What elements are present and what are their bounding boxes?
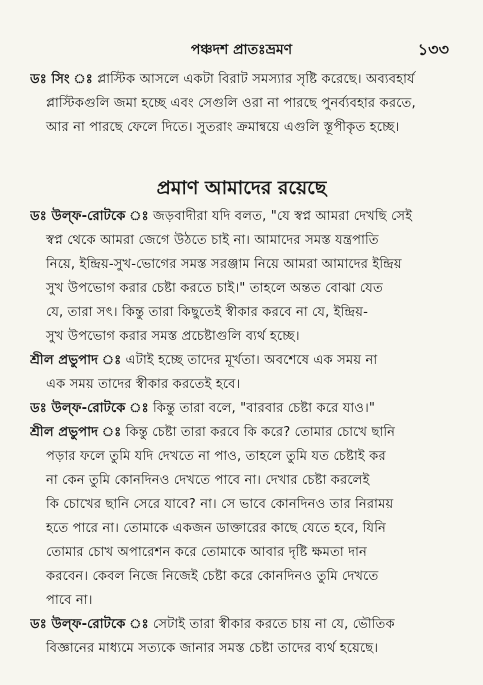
line-text: কিন্তু তারা বলে, "বারবার চেষ্টা করে যাও।" [153,401,376,416]
dialogue-line: কি চোখের ছানি সেরে যাবে? না। সে ভাবে কোনদিনও তার নিরাময় [46,497,394,512]
dialogue-line: আর না পারছে ফেলে দিতে। সুতরাং ক্রমান্বয়ে এগুলি স্তূপীকৃত হচ্ছে। [46,120,400,135]
dialogue-line: পাবে না। [46,593,93,608]
speaker-label: ডঃ উল্‌ফ-রোটকে ঃ [30,617,149,632]
dialogue-line: স্বপ্ন থেকে আমরা জেগে উঠতে চাই না। আমাদের সমস্ত যন্ত্রপাতি [46,233,379,248]
speaker-label: শ্রীল প্রভুপাদ ঃ [30,353,122,368]
line-text: সেটাই তারা স্বীকার করতে চায় না যে, ভৌতিক [153,617,395,632]
dialogue-line: সুখ উপভোগ করার চেষ্টা করতে চাই।" তাহলে অন্তত বোঝা যেত [46,281,383,296]
speaker-label: ডঃ উল্‌ফ-রোটকে ঃ [30,209,149,224]
page-number: ১৩৩ [417,40,449,59]
dialogue-line: যে, তারা সৎ। কিন্তু তারা কিছুতেই স্বীকার করবে না যে, ইন্দ্রিয়- [46,305,368,320]
dialogue-line: তোমার চোখ অপারেশন করে তোমাকে আবার দৃষ্টি ক্ষমতা দান [46,545,367,560]
dialogue-paragraph-6 [30,613,458,661]
dialogue-line: সুখ উপভোগ করার সমস্ত প্রচেষ্টাগুলি ব্যর্থ হচ্ছে। [46,329,300,344]
dialogue-line [30,397,458,421]
dialogue-line: পড়ার ফলে তুমি যদি দেখতে না পাও, তাহলে তুমি যত চেষ্টাই কর [46,449,386,464]
section-heading: প্রমাণ আমাদের রয়েছে [156,177,327,199]
line-text: কিন্তু চেষ্টা তারা করবে কি করে? তোমার চোখে ছানি [125,425,396,440]
dialogue-line: না কেন তুমি কোনদিনও দেখতে পাবে না। দেখার চেষ্টা করলেই [46,473,370,488]
line-text: প্লাস্টিক আসলে একটা বিরাট সমস্যার সৃষ্টি করেছে। অব্যবহার্য [97,72,415,87]
running-title: পঞ্চদশ প্রাতঃভ্রমণ [190,42,293,58]
dialogue-line [30,68,458,92]
dialogue-line: বিজ্ঞানের মাধ্যমে সত্যকে জানার সমস্ত চেষ্টা তাদের ব্যর্থ হয়েছে। [46,641,379,656]
dialogue-line: প্লাস্টিকগুলি জমা হচ্ছে এবং সেগুলি ওরা না পারছে পুনর্ব্যবহার করতে, [46,96,416,111]
running-head [0,38,483,60]
line-text: জড়বাদীরা যদি বলত, "যে স্বপ্ন আমরা দেখছি সেই [153,209,413,224]
dialogue-line: হতে পারে না। তোমাকে একজন ডাক্তারের কাছে যেতে হবে, যিনি [46,521,386,536]
dialogue-paragraph-2 [30,205,458,349]
speaker-label: ডঃ সিং ঃ [30,72,93,87]
dialogue-paragraph-4 [30,397,458,421]
line-text: এটাই হচ্ছে তাদের মূর্খতা। অবশেষে এক সময় না [125,353,378,368]
dialogue-paragraph-1 [30,68,458,140]
dialogue-line: এক সময় তাদের স্বীকার করতেই হবে। [46,377,241,392]
dialogue-paragraph-3 [30,349,458,397]
speaker-label: ডঃ উল্‌ফ-রোটকে ঃ [30,401,149,416]
dialogue-line [30,613,458,637]
dialogue-line [30,205,458,229]
dialogue-line: নিয়ে, ইন্দ্রিয়-সুখ-ভোগের সমস্ত সরঞ্জাম নিয়ে আমরা আমাদের ইন্দ্রিয় [46,257,402,272]
speaker-label: শ্রীল প্রভুপাদ ঃ [30,425,122,440]
dialogue-line [30,421,458,445]
dialogue-line [30,349,458,373]
dialogue-paragraph-5 [30,421,458,613]
dialogue-line: করবেন। কেবল নিজে নিজেই চেষ্টা করে কোনদিনও তুমি দেখতে [46,569,379,584]
